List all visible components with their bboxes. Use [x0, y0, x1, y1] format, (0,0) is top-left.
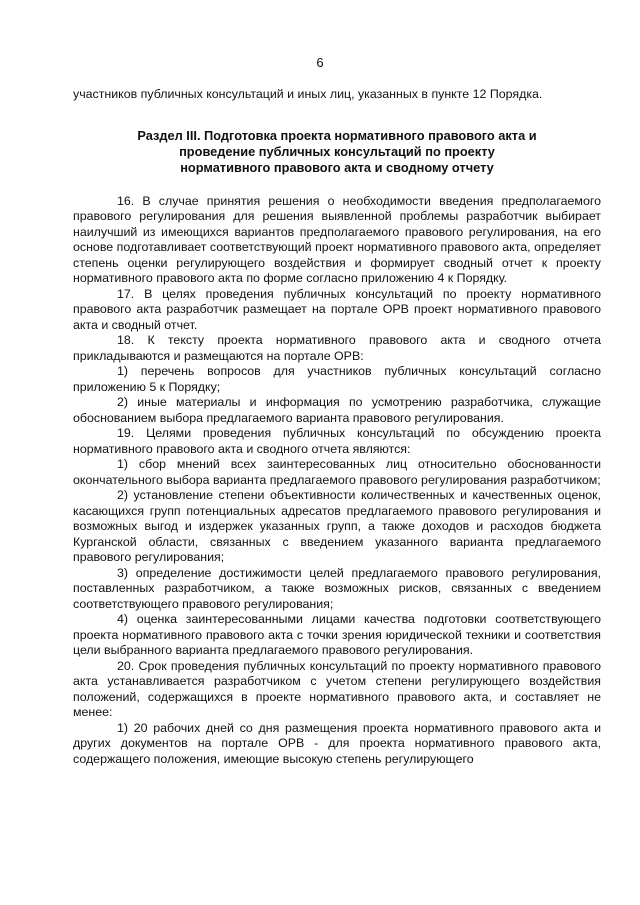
paragraph-19-item-3: 3) определение достижимости целей предлагаемого правового регулирования, поставленных разработчиком, а также возможных рисков, связанных с введением соответствующего правового регулирования; [73, 565, 601, 611]
paragraph-19-item-1: 1) сбор мнений всех заинтересованных лиц относительно обоснованности окончательного выбора варианта предлагаемого правового регулирования разработчиком; [73, 457, 601, 487]
page-number: 6 [316, 55, 324, 70]
paragraph-20-item-1: 1) 20 рабочих дней со дня размещения проекта нормативного правового акта и других документов на портале ОРВ - для проекта нормативного правового акта, содержащего положения, имеющие высокую степень регулирующего [73, 720, 601, 766]
paragraph-17: 17. В целях проведения публичных консультаций по проекту нормативного правового акта разработчик размещает на портале ОРВ проект нормативного правового акта и сводный отчет. [73, 286, 601, 332]
paragraph-16: 16. В случае принятия решения о необходимости введения предполагаемого правового регулирования для решения выявленной проблемы разработчик выбирает наилучший из имеющихся вариантов предполагаемого правового регулирования, на его основе подготавливает соответствующий проект нормативного правового акта, определяет степень оценки регулирующего воздействия и формирует сводный отчет к проекту нормативного правового акта по форме согласно приложению 4 к Порядку. [73, 193, 601, 285]
paragraph-18-item-1: 1) перечень вопросов для участников публичных консультаций согласно приложению 5 к Порядку; [73, 364, 601, 394]
intro-line: участников публичных консультаций и иных лиц, указанных в пункте 12 Порядка. [73, 87, 543, 101]
document-body [73, 87, 601, 767]
paragraph-20: 20. Срок проведения публичных консультаций по проекту нормативного правового акта устанавливается разработчиком с учетом степени регулирующего воздействия положений, содержащихся в проекте нормативного правового акта, и составляет не менее: [73, 658, 601, 719]
section-heading-line-3: нормативного правового акта и сводному отчету [180, 159, 494, 175]
paragraph-18: 18. К тексту проекта нормативного правового акта и сводного отчета прикладываются и размещаются на портале ОРВ: [73, 333, 601, 363]
paragraph-19-item-2: 2) установление степени объективности количественных и качественных оценок, касающихся групп потенциальных адресатов предлагаемого правового регулирования и возможных выгод и издержек указанных групп, а также доходов и расходов бюджета Курганской области, связанных с введением указанного варианта предлагаемого правового регулирования; [73, 488, 601, 564]
section-heading-line-1: Раздел III. Подготовка проекта нормативного правового акта и [137, 127, 537, 143]
paragraph-19-item-4: 4) оценка заинтересованными лицами качества подготовки соответствующего проекта нормативного правового акта с точки зрения юридической техники и соответствия цели выбранного варианта предлагаемого правового регулирования. [73, 612, 601, 657]
section-heading [73, 128, 601, 176]
section-heading-line-2: проведение публичных консультаций по проекту [179, 143, 495, 159]
paragraph-19: 19. Целями проведения публичных консультаций по обсуждению проекта нормативного правового акта и сводного отчета являются: [73, 426, 601, 456]
paragraph-18-item-2: 2) иные материалы и информация по усмотрению разработчика, служащие обоснованием выбора предлагаемого варианта правового регулирования. [73, 395, 601, 425]
